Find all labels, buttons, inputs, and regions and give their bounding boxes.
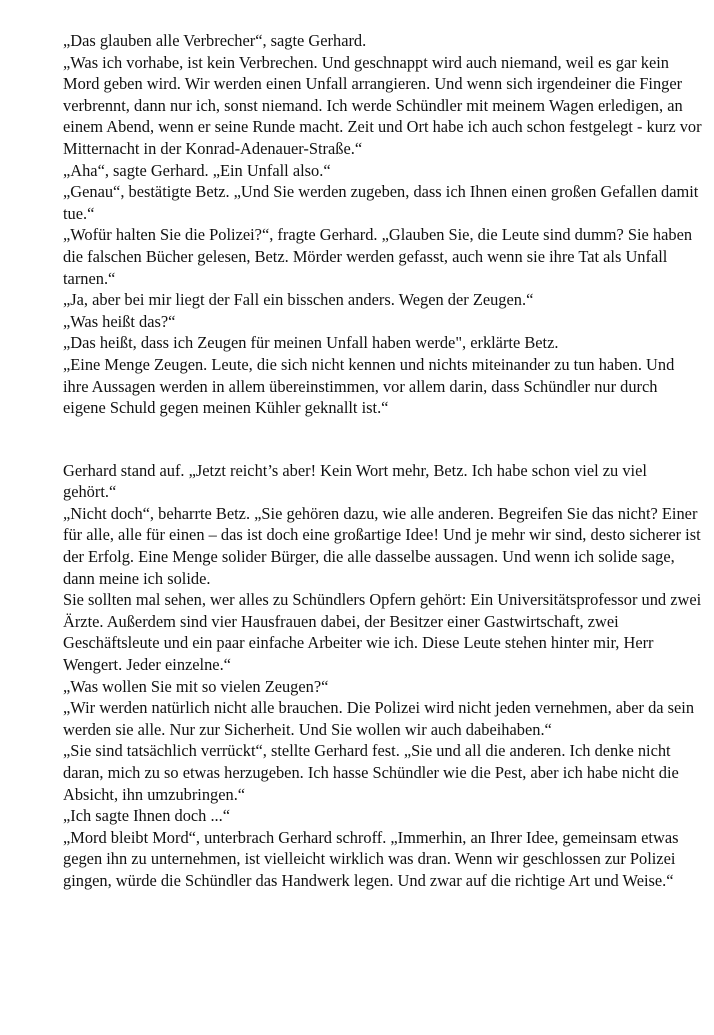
paragraph: „Wir werden natürlich nicht alle brauchen. Die Polizei wird nicht jeden vernehmen, aber da sein werden sie alle. Nur zur Sicherheit. Und Sie wollen wir auch dabeihaben.“ xyxy=(63,698,695,739)
paragraph: „Das glauben alle Verbrecher“, sagte Gerhard. xyxy=(63,31,367,50)
paragraph: „Was wollen Sie mit so vielen Zeugen?“ xyxy=(63,676,329,696)
paragraph: „Was heißt das?“ xyxy=(63,311,176,331)
paragraph: „Mord bleibt Mord“, unterbrach Gerhard schroff. „Immerhin, an Ihrer Idee, gemeinsam etwas gegen ihn zu unternehmen, ist vielleicht wirklich was dran. Wenn wir geschlossen zur Polizei gingen, würde die Schündler das Handwerk legen. Und zwar auf die richtige Art und Weise.“ xyxy=(63,827,679,890)
paragraph: „Das heißt, dass ich Zeugen für meinen Unfall haben werde", erklärte Betz. xyxy=(63,333,559,353)
paragraph: „Nicht doch“, beharrte Betz. „Sie gehören dazu, wie alle anderen. Begreifen Sie das nicht? Einer für alle, alle für einen – das ist doch eine großartige Idee! Und je mehr wir sind, desto sicherer ist der Erfolg. Eine Menge solider Bürger, die alle dasselbe aussagen. Und wenn ich solide sage, dann meine ich solide. xyxy=(63,503,701,588)
paragraph: „Wofür halten Sie die Polizei?“, fragte Gerhard. „Glauben Sie, die Leute sind dumm? Sie haben die falschen Bücher gelesen, Betz. Mörder werden gefasst, auch wenn sie ihre Tat als Unfall tarnen.“ xyxy=(63,225,693,288)
paragraph: „Eine Menge Zeugen. Leute, die sich nicht kennen und nichts miteinander zu tun haben. Und ihre Aussagen werden in allem übereinstimmen, vor allem darin, dass Schündler nur durch eigene Schuld gegen meinen Kühler geknallt ist.“ xyxy=(63,354,675,418)
paragraph: „Genau“, bestätigte Betz. „Und Sie werden zugeben, dass ich Ihnen einen großen Gefallen damit tue.“ xyxy=(63,182,699,223)
paragraph: „Aha“, sagte Gerhard. „Ein Unfall also.“ xyxy=(63,160,331,180)
paragraph: „Was ich vorhabe, ist kein Verbrechen. Und geschnappt wird auch niemand, weil es gar kein Mord geben wird. Wir werden einen Unfall arrangieren. Und wenn sich irgendeiner die Finger verbrennt, dann nur ich, sonst niemand. Ich werde Schündler mit meinem Wagen erledigen, an einem Abend, wenn er seine Runde macht. Zeit und Ort habe ich auch schon festgelegt - kurz vor Mitternacht in der Konrad-Adenauer-Straße.“ xyxy=(63,52,702,158)
paragraph: „Sie sind tatsächlich verrückt“, stellte Gerhard fest. „Sie und all die anderen. Ich denke nicht daran, mich zu so etwas herzugeben. Ich hasse Schündler wie die Pest, aber ich habe nicht die Absicht, ihn umzubringen.“ xyxy=(63,741,679,804)
text-section-1 xyxy=(63,30,703,419)
paragraph: „Ich sagte Ihnen doch ...“ xyxy=(63,806,231,826)
text-section-2 xyxy=(63,460,703,892)
document-page xyxy=(63,30,703,892)
paragraph: Gerhard stand auf. „Jetzt reicht’s aber! Kein Wort mehr, Betz. Ich habe schon viel zu viel gehört.“ xyxy=(63,460,647,502)
paragraph: „Ja, aber bei mir liegt der Fall ein bisschen anders. Wegen der Zeugen.“ xyxy=(63,290,534,310)
paragraph: Sie sollten mal sehen, wer alles zu Schündlers Opfern gehört: Ein Universitätsprofessor und zwei Ärzte. Außerdem sind vier Hausfrauen dabei, der Besitzer einer Gastwirtschaft, zwei Geschäftsleute und ein paar einfache Arbeiter wie ich. Diese Leute stehen hinter mir, Herr Wengert. Jeder einzelne.“ xyxy=(63,590,702,675)
